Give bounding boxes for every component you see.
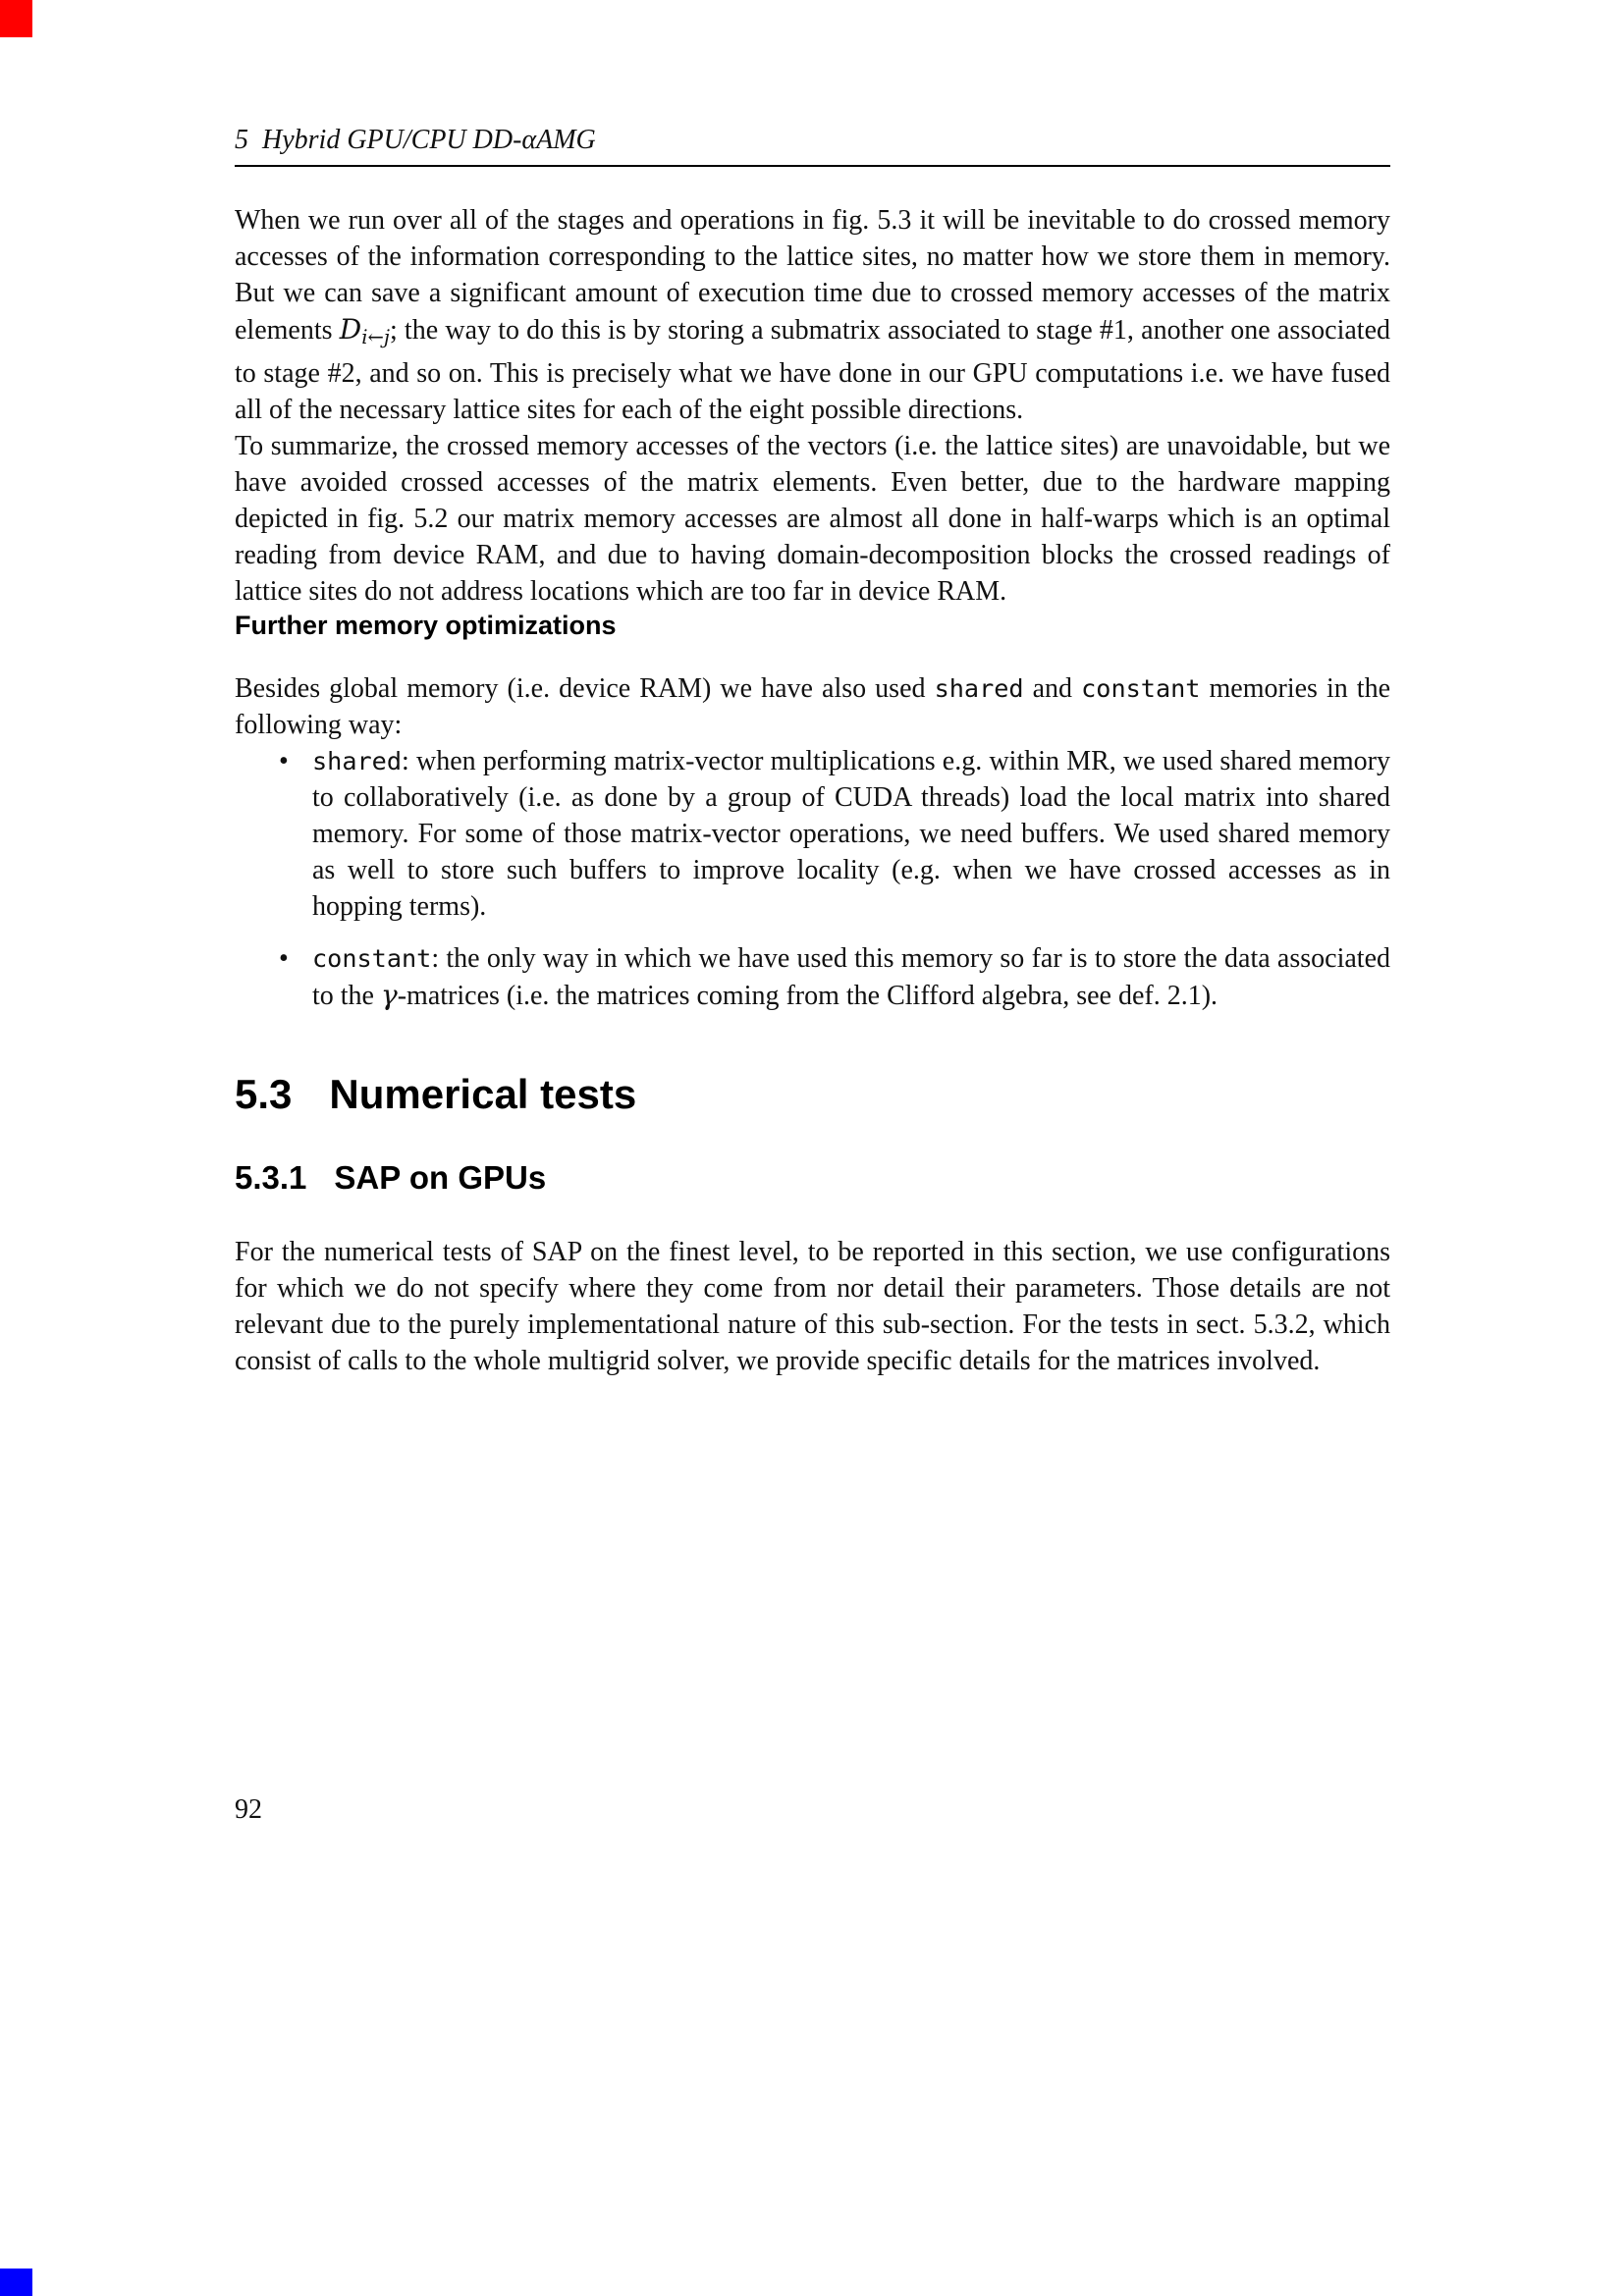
list-item-text: constant: the only way in which we have used this memory so far is to store the data associated to the γ-matrices (i.e. the matrices coming from the Clifford algebra, see def. 2.1). <box>312 942 1390 1011</box>
running-header-title: Hybrid GPU/CPU DD-αAMG <box>262 125 596 155</box>
list-item-constant <box>235 940 1390 1014</box>
subsection-title: SAP on GPUs <box>334 1158 547 1196</box>
chapter-number: 5 <box>235 125 248 155</box>
paragraph-besides-global-memory: Besides global memory (i.e. device RAM) we have also used shared and constant memories in the following way: <box>235 672 1391 740</box>
section-title: Numerical tests <box>329 1070 637 1117</box>
section-heading-numerical-tests <box>235 1071 1390 1118</box>
paragraph-numerical-tests-intro: For the numerical tests of SAP on the finest level, to be reported in this section, we use configurations for which we do not specify where they come from nor detail their parameters. Those details are not relevant due to the purely implementational nature of this sub-section. For the tests in sect. 5.3.2, which consist of calls to the whole multigrid solver, we provide specific details for the matrices involved. <box>235 1236 1390 1376</box>
red-corner-marker <box>0 0 32 37</box>
subsection-number: 5.3.1 <box>235 1158 307 1196</box>
list-item-shared <box>235 743 1390 925</box>
heading-further-memory-optimizations: Further memory optimizations <box>235 610 617 640</box>
bullet-icon: • <box>279 745 289 776</box>
page-content <box>235 124 1390 1379</box>
paragraph-crossed-memory: When we run over all of the stages and operations in fig. 5.3 it will be inevitable to do crossed memory accesses of the information corresponding to the lattice sites, no matter how we store them in memory. But we can save a significant amount of execution time due to crossed memory accesses of the matrix elements Di←j; the way to do this is by storing a submatrix associated to stage #1, another one associated to stage #2, and so on. This is precisely what we have done in our GPU computations i.e. we have fused all of the necessary lattice sites for each of the eight possible directions. <box>235 205 1390 425</box>
running-header <box>235 124 1390 165</box>
header-rule <box>235 165 1390 167</box>
subsection-heading-sap-on-gpus <box>235 1159 1390 1197</box>
memory-bullet-list <box>235 743 1390 1014</box>
list-item-text: shared: when performing matrix-vector multiplications e.g. within MR, we used shared memory to collaboratively (i.e. as done by a group of CUDA threads) load the local matrix into shared memory. For some of those matrix-vector operations, we need buffers. We used shared memory as well to store such buffers to improve locality (e.g. when we have crossed accesses as in hopping terms). <box>312 745 1390 922</box>
bullet-icon: • <box>279 942 289 974</box>
page-number: 92 <box>235 1794 262 1825</box>
blue-corner-marker <box>0 2269 32 2296</box>
paragraph-summary: To summarize, the crossed memory accesses of the vectors (i.e. the lattice sites) are unavoidable, but we have avoided crossed accesses of the matrix elements. Even better, due to the hardware mapping depicted in fig. 5.2 our matrix memory accesses are almost all done in half-warps which is an optimal reading from device RAM, and due to having domain-decomposition blocks the crossed readings of lattice sites do not address locations which are too far in device RAM. <box>235 430 1390 607</box>
section-number: 5.3 <box>235 1070 293 1117</box>
